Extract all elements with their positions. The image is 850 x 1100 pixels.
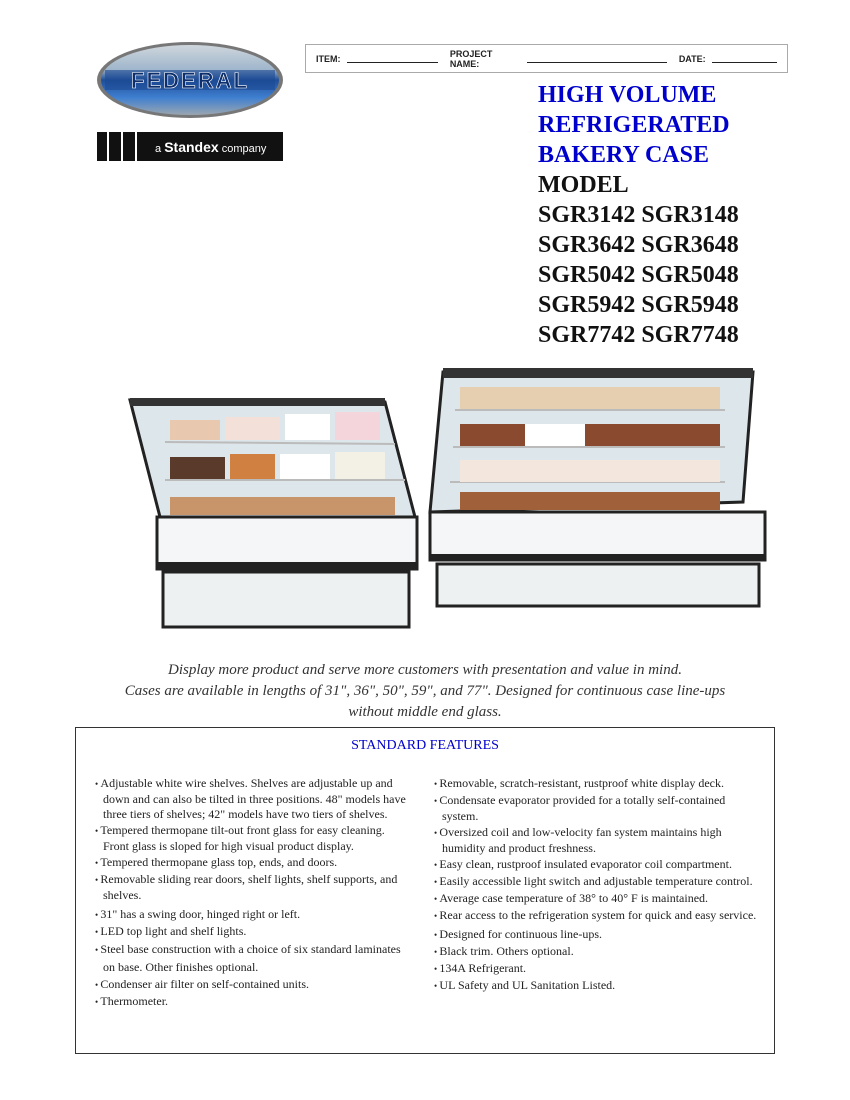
feature-item: • UL Safety and UL Sanitation Listed. (432, 978, 762, 994)
feature-item: • 134A Refrigerant. (432, 961, 762, 977)
features-right-list (432, 776, 762, 995)
date-label: DATE: (678, 53, 706, 64)
svg-text:FEDERAL: FEDERAL (131, 68, 249, 93)
title-line: REFRIGERATED (538, 112, 730, 138)
features-heading: STANDARD FEATURES (351, 738, 499, 753)
model-numbers: SGR7742 SGR7748 (538, 322, 739, 348)
feature-item: • Black trim. Others optional. (432, 944, 762, 960)
small-case-image (130, 398, 417, 627)
title-line: HIGH VOLUME (538, 82, 717, 108)
feature-item: • Easy clean, rustproof insulated evaporator coil compartment. (432, 857, 762, 873)
model-numbers: SGR5942 SGR5948 (538, 292, 739, 318)
feature-item: • Thermometer. (93, 994, 413, 1010)
feature-item: • Removable sliding rear doors, shelf lights, shelf supports, and shelves. (93, 872, 413, 903)
feature-item: • Average case temperature of 38° to 40° F is maintained. (432, 891, 762, 907)
item-label: ITEM: (316, 53, 341, 64)
tagline: Display more product and serve more customers with presentation and value in mind. Cases are available in lengths of 31", 36", 50", 59", and 77". Designed for continuous case line-ups without middle end glass. (124, 662, 726, 720)
feature-item: • Rear access to the refrigeration system for quick and easy service. (432, 908, 762, 924)
feature-item: • Oversized coil and low-velocity fan system maintains high humidity and product freshness. (432, 825, 762, 856)
large-case-image (430, 368, 765, 606)
date-field[interactable] (712, 54, 777, 63)
project-info-box (305, 44, 788, 73)
feature-item: • Adjustable white wire shelves. Shelves are adjustable up and down and can also be tilted in three positions. 48" models have three tiers of shelves; 42" models have two tiers of shelves. (93, 776, 413, 822)
title-line: BAKERY CASE (538, 142, 709, 168)
model-numbers: SGR3142 SGR3148 (538, 202, 739, 228)
feature-item: • Removable, scratch-resistant, rustproof white display deck. (432, 776, 762, 792)
model-numbers: SGR5042 SGR5048 (538, 262, 739, 288)
feature-item: • Tempered thermopane glass top, ends, and doors. (93, 855, 413, 871)
feature-item: • Steel base construction with a choice of six standard laminates on base. Other finishes optional. (93, 941, 413, 976)
standard-features-box (75, 727, 775, 1054)
product-title (538, 80, 739, 350)
standex-logo: a Standex company (97, 132, 283, 161)
feature-item: • Designed for continuous line-ups. (432, 927, 762, 943)
feature-item: • 31" has a swing door, hinged right or left. (93, 907, 413, 923)
project-name-label: PROJECT NAME: (449, 48, 493, 69)
feature-item: • Tempered thermopane tilt-out front glass for easy cleaning. Front glass is sloped for high visual product display. (93, 823, 413, 854)
project-name-field[interactable] (527, 54, 666, 63)
model-numbers: SGR3642 SGR3648 (538, 232, 739, 258)
model-label: MODEL (538, 172, 629, 198)
feature-item: • Easily accessible light switch and adjustable temperature control. (432, 874, 762, 890)
item-field[interactable] (347, 54, 438, 63)
feature-item: • LED top light and shelf lights. (93, 924, 413, 940)
bakery-case-photo (125, 362, 770, 634)
feature-item: • Condensate evaporator provided for a totally self-contained system. (432, 793, 762, 824)
feature-item: • Condenser air filter on self-contained units. (93, 977, 413, 993)
federal-logo (95, 40, 285, 120)
features-left-list (93, 776, 413, 1011)
